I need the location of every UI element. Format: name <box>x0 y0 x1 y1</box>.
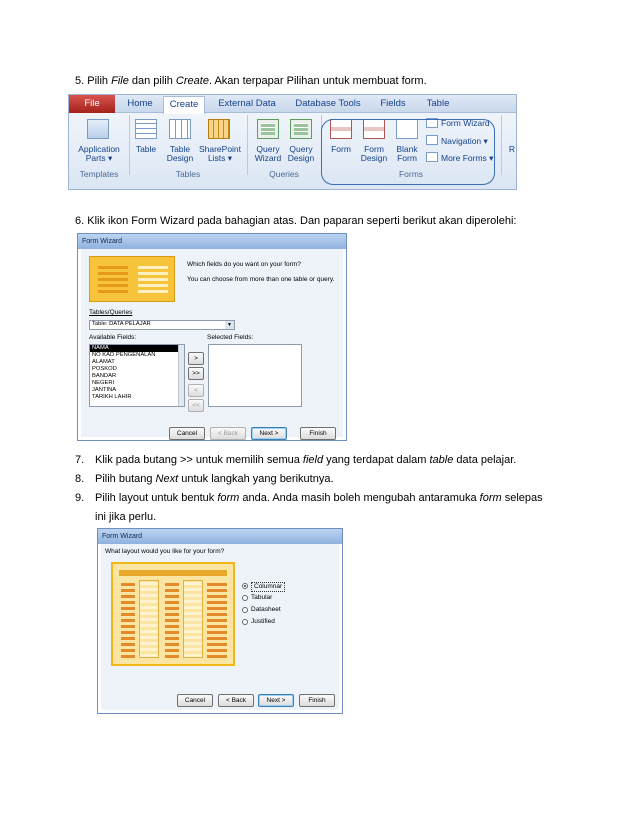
group-label-forms: Forms <box>398 169 424 179</box>
list-item[interactable]: NAMA <box>90 345 184 352</box>
radio-justified[interactable] <box>242 619 248 625</box>
cancel-button[interactable]: Cancel <box>169 427 205 440</box>
option-justified-label[interactable]: Justified <box>251 618 275 625</box>
option-tabular-label[interactable]: Tabular <box>251 594 273 601</box>
query-design-icon <box>290 119 312 139</box>
tables-queries-select[interactable]: Table: DATA PELAJAR ▼ <box>89 320 235 330</box>
step-7-number: 7. <box>75 454 85 466</box>
radio-tabular[interactable] <box>242 595 248 601</box>
selected-fields-label: Selected Fields: <box>207 334 254 341</box>
add-field-button[interactable]: > <box>188 352 204 365</box>
ribbon-tabbar <box>69 95 516 113</box>
step-9-text: Pilih layout untuk bentuk form anda. Anda masih boleh mengubah antaramuka form selepas <box>95 492 543 504</box>
table-design-button[interactable]: Table Design <box>166 144 194 163</box>
group-label-templates: Templates <box>79 169 119 179</box>
back-button[interactable]: < Back <box>218 694 254 707</box>
dropdown-arrow-icon[interactable]: ▼ <box>225 321 234 329</box>
wizard-hint: You can choose from more than one table or query. <box>187 276 335 283</box>
wizard-illustration <box>89 256 175 302</box>
list-item[interactable]: BANDAR <box>92 373 117 379</box>
form-design-button[interactable]: Form Design <box>360 144 388 163</box>
dialog-title: Form Wizard <box>78 234 346 249</box>
layout-question: What layout would you like for your form? <box>105 548 225 555</box>
navigation-button[interactable]: Navigation ▾ <box>441 136 488 146</box>
form-button[interactable]: Form <box>331 144 351 154</box>
step-9-text-line2: ini jika perlu. <box>95 511 157 523</box>
list-item[interactable]: NO KAD PENGENALAN <box>92 352 156 358</box>
tab-table[interactable]: Table <box>426 98 450 109</box>
form-wizard-dialog-fields <box>77 233 347 441</box>
next-button[interactable]: Next > <box>258 694 294 707</box>
remove-all-fields-button[interactable]: << <box>188 399 204 412</box>
group-label-tables: Tables <box>175 169 201 179</box>
radio-columnar[interactable] <box>242 583 248 589</box>
option-datasheet-label[interactable]: Datasheet <box>251 606 281 613</box>
layout-preview <box>111 562 235 666</box>
query-design-button[interactable]: Query Design <box>287 144 315 163</box>
blank-form-button[interactable]: Blank Form <box>396 144 418 163</box>
step-6-text: 6. Klik ikon Form Wizard pada bahagian atas. Dan paparan seperti berikut akan diperolehi: <box>75 215 517 227</box>
step-9-number: 9. <box>75 492 85 504</box>
forms-group-highlight <box>321 119 495 185</box>
step-8-text: Pilih butang Next untuk langkah yang berikutnya. <box>95 473 334 485</box>
form-wizard-dialog-layout <box>97 528 343 714</box>
form-wizard-button[interactable]: Form Wizard <box>441 118 490 128</box>
step-7-text: Klik pada butang >> untuk memilih semua field yang terdapat dalam table data pelajar. <box>95 454 517 466</box>
tab-home[interactable]: Home <box>127 98 153 109</box>
available-fields-label: Available Fields: <box>89 334 137 341</box>
available-fields-list[interactable] <box>89 344 185 407</box>
more-forms-button[interactable]: More Forms ▾ <box>441 153 494 163</box>
sharepoint-lists-icon <box>208 119 230 139</box>
dialog-title: Form Wizard <box>98 529 342 544</box>
tab-database-tools[interactable]: Database Tools <box>295 98 361 109</box>
list-item[interactable]: NEGERI <box>92 380 115 386</box>
scrollbar[interactable] <box>178 345 184 406</box>
radio-datasheet[interactable] <box>242 607 248 613</box>
application-parts-icon <box>87 119 109 139</box>
list-item[interactable]: POSKOD <box>92 366 117 372</box>
tables-queries-label: Tables/Queries <box>89 309 133 316</box>
table-icon <box>135 119 157 139</box>
tab-fields[interactable]: Fields <box>380 98 406 109</box>
wizard-question: Which fields do you want on your form? <box>187 261 301 268</box>
step-5-text: 5. Pilih File dan pilih Create. Akan terpapar Pilihan untuk membuat form. <box>75 75 427 87</box>
remove-field-button[interactable]: < <box>188 384 204 397</box>
tab-create[interactable]: Create <box>163 96 205 114</box>
tab-external-data[interactable]: External Data <box>218 98 276 109</box>
sharepoint-lists-button[interactable]: SharePoint Lists ▾ <box>198 144 242 163</box>
cancel-button[interactable]: Cancel <box>177 694 213 707</box>
table-button[interactable]: Table <box>135 144 157 154</box>
option-columnar-label[interactable]: Columnar <box>251 582 285 592</box>
step-8-number: 8. <box>75 473 85 485</box>
ribbon-overflow-label: R <box>508 144 516 154</box>
finish-button[interactable]: Finish <box>300 427 336 440</box>
list-item[interactable]: ALAMAT <box>92 359 115 365</box>
group-label-queries: Queries <box>269 169 299 179</box>
tab-file[interactable]: File <box>69 95 115 113</box>
next-button[interactable]: Next > <box>251 427 287 440</box>
list-item[interactable]: JANTINA <box>92 387 117 393</box>
list-item[interactable]: TARIKH LAHIR <box>92 394 132 400</box>
table-design-icon <box>169 119 191 139</box>
selected-fields-list[interactable] <box>208 344 302 407</box>
finish-button[interactable]: Finish <box>299 694 335 707</box>
access-ribbon-screenshot <box>68 94 517 190</box>
query-wizard-button[interactable]: Query Wizard <box>254 144 282 163</box>
back-button[interactable]: < Back <box>210 427 246 440</box>
application-parts-button[interactable]: Application Parts ▾ <box>78 144 120 163</box>
query-wizard-icon <box>257 119 279 139</box>
add-all-fields-button[interactable]: >> <box>188 367 204 380</box>
